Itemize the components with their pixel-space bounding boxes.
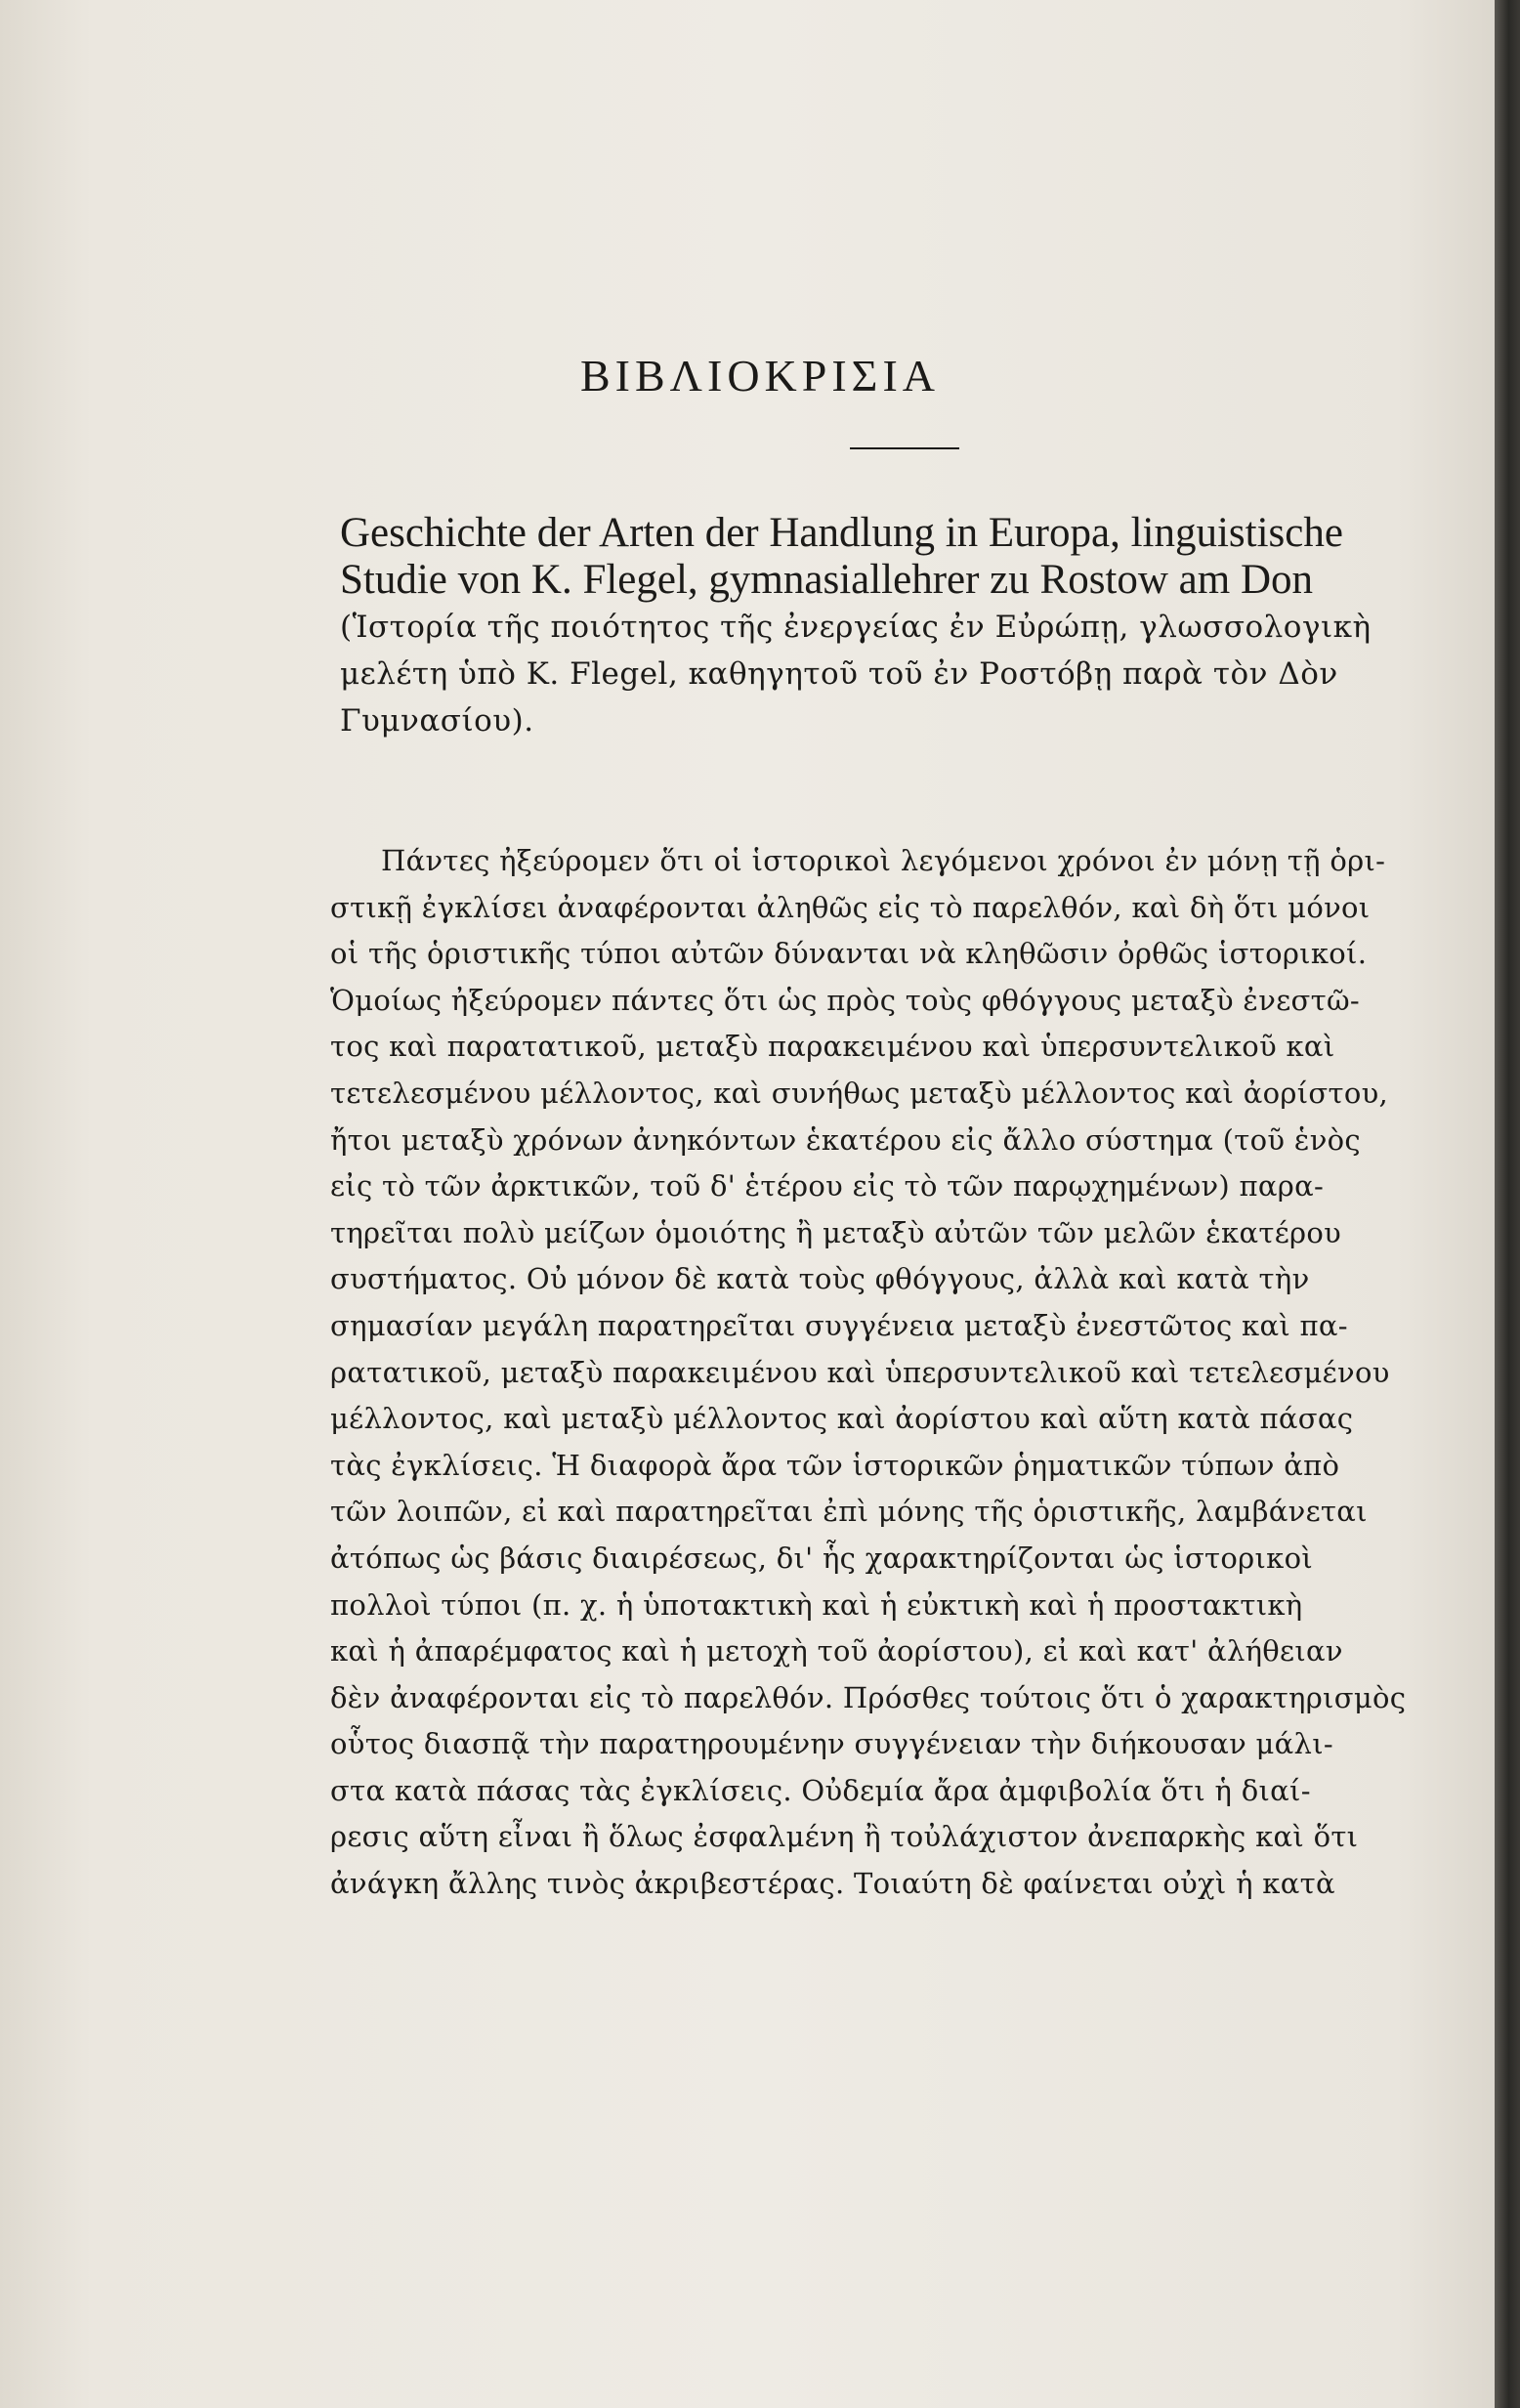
body-line: δὲν ἀναφέρονται εἰς τὸ παρελθόν. Πρόσθες τούτοις ὅτι ὁ χαρακτηρισμὸς	[330, 1680, 1407, 1714]
body-line: τος καὶ παρατατικοῦ, μεταξὺ παρακειμένου καὶ ὑπερσυντελικοῦ καὶ	[330, 1030, 1335, 1064]
citation-line: Geschichte der Arten der Handlung in Europa, linguistische	[340, 510, 1343, 556]
body-line: οὗτος διασπᾷ τὴν παρατηρουμένην συγγένειαν τὴν διήκουσαν μάλι-	[330, 1727, 1334, 1761]
body-line: σημασίαν μεγάλη παρατηρεῖται συγγένεια μεταξὺ ἐνεστῶτος καὶ πα-	[330, 1308, 1348, 1342]
body-line: καὶ ἡ ἀπαρέμφατος καὶ ἡ μετοχὴ τοῦ ἀορίστου), εἰ καὶ κατ' ἀλήθειαν	[330, 1634, 1343, 1669]
citation-line: Γυμνασίου).	[340, 703, 534, 739]
body-line: ρατατικοῦ, μεταξὺ παρακειμένου καὶ ὑπερσυντελικοῦ καὶ τετελεσμένου	[330, 1355, 1390, 1389]
body-line: ἀτόπως ὡς βάσις διαιρέσεως, δι' ἧς χαρακτηρίζονται ὡς ἱστορικοὶ	[330, 1541, 1314, 1575]
citation-line: μελέτη ὑπὸ K. Flegel, καθηγητοῦ τοῦ ἐν Ροστόβῃ παρὰ τὸν Δὸν	[340, 656, 1338, 692]
body-line: μέλλοντος, καὶ μεταξὺ μέλλοντος καὶ ἀορίστου καὶ αὕτη κατὰ πάσας	[330, 1402, 1354, 1436]
body-line: πολλοὶ τύποι (π. χ. ἡ ὑποτακτικὴ καὶ ἡ εὐκτικὴ καὶ ἡ προστακτικὴ	[330, 1587, 1303, 1622]
page-title: ΒΙΒΛΙΟΚΡΙΣΙΑ	[579, 351, 940, 401]
citation-line: Studie von K. Flegel, gymnasiallehrer zu Rostow am Don	[340, 557, 1314, 603]
citation-line: (Ἱστορία τῆς ποιότητος τῆς ἐνεργείας ἐν Εὐρώπῃ, γλωσσολογικὴ	[340, 610, 1372, 645]
book-citation	[340, 510, 1473, 744]
body-line: εἰς τὸ τῶν ἀρκτικῶν, τοῦ δ' ἑτέρου εἰς τὸ τῶν παρῳχημένων) παρα-	[330, 1169, 1325, 1204]
body-line: ἤτοι μεταξὺ χρόνων ἀνηκόντων ἑκατέρου εἰς ἄλλο σύστημα (τοῦ ἑνὸς	[330, 1122, 1361, 1157]
body-line: Πάντες ἠξεύρομεν ὅτι οἱ ἱστορικοὶ λεγόμενοι χρόνοι ἐν μόνῃ τῇ ὁρι-	[381, 844, 1386, 877]
body-line: τετελεσμένου μέλλοντος, καὶ συνήθως μεταξὺ μέλλοντος καὶ ἀορίστου,	[330, 1076, 1389, 1110]
body-line: στικῇ ἐγκλίσει ἀναφέρονται ἀληθῶς εἰς τὸ παρελθόν, καὶ δὴ ὅτι μόνοι	[330, 890, 1371, 924]
body-line: ἀνάγκη ἄλλης τινὸς ἀκριβεστέρας. Τοιαύτη δὲ φαίνεται οὐχὶ ἡ κατὰ	[330, 1867, 1335, 1901]
body-line: Ὁμοίως ἠξεύρομεν πάντες ὅτι ὡς πρὸς τοὺς φθόγγους μεταξὺ ἐνεστῶ-	[330, 983, 1361, 1017]
body-line: τῶν λοιπῶν, εἰ καὶ παρατηρεῖται ἐπὶ μόνης τῆς ὁριστικῆς, λαμβάνεται	[330, 1495, 1368, 1529]
review-body	[330, 838, 1479, 1908]
body-line: τηρεῖται πολὺ μείζων ὁμοιότης ἢ μεταξὺ αὐτῶν τῶν μελῶν ἑκατέρου	[330, 1215, 1342, 1249]
title-divider	[850, 447, 959, 449]
body-line: τὰς ἐγκλίσεις. Ἡ διαφορὰ ἄρα τῶν ἱστορικῶν ῥηματικῶν τύπων ἀπὸ	[330, 1448, 1340, 1482]
body-line: ρεσις αὕτη εἶναι ἢ ὅλως ἐσφαλμένη ἢ τοὐλάχιστον ἀνεπαρκὴς καὶ ὅτι	[330, 1820, 1359, 1854]
body-line: οἱ τῆς ὁριστικῆς τύποι αὐτῶν δύνανται νὰ κληθῶσιν ὀρθῶς ἱστορικοί.	[330, 937, 1368, 971]
body-line: στα κατὰ πάσας τὰς ἐγκλίσεις. Οὐδεμία ἄρα ἀμφιβολία ὅτι ἡ διαί-	[330, 1773, 1311, 1807]
body-line: συστήματος. Οὐ μόνον δὲ κατὰ τοὺς φθόγγους, ἀλλὰ καὶ κατὰ τὴν	[330, 1262, 1310, 1296]
